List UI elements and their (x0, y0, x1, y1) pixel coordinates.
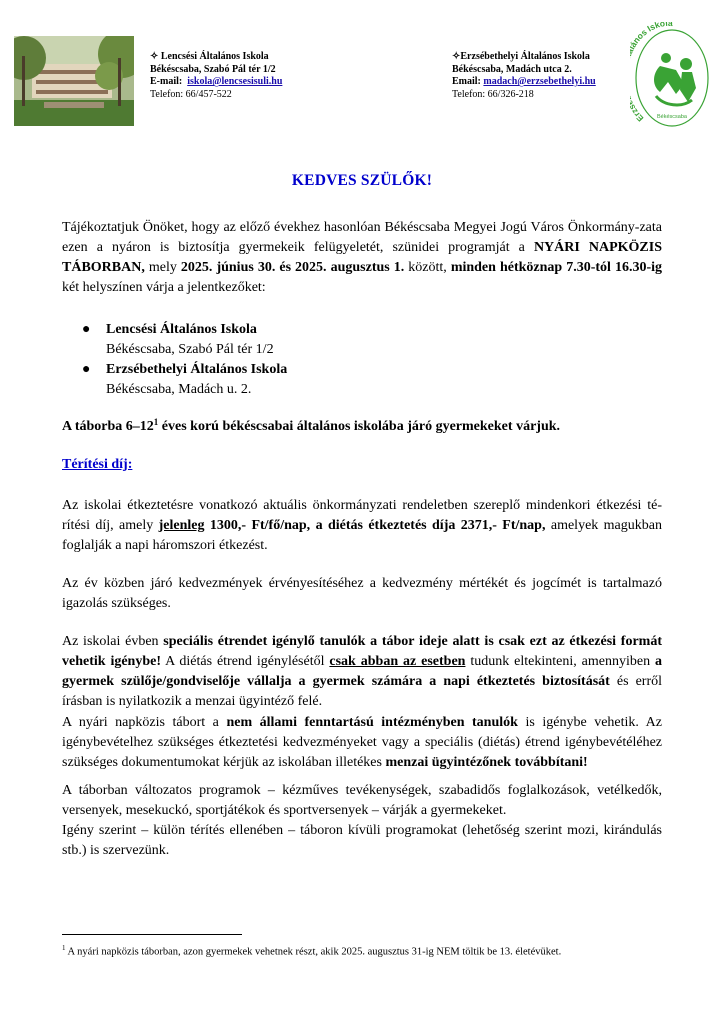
diet-paragraph (62, 632, 662, 712)
location-address: Békéscsaba, Szabó Pál tér 1/2 (106, 342, 274, 357)
intro-hours: minden hétköznap 7.30-tól 16.30-ig (450, 260, 663, 275)
nonstate-paragraph (62, 713, 662, 773)
school2-name: Erzsébethelyi Általános Iskola (460, 51, 590, 62)
location-address: Békéscsaba, Madách u. 2. (106, 382, 252, 397)
school2-name-line (452, 51, 596, 64)
diet-text-4: és erről írásban is nyilatkozik a menzai ügyintéző felé. (62, 674, 662, 709)
fee-amounts: 1300,- Ft/fő/nap, a diétás étkeztetés díja 2371,- Ft/nap, (204, 518, 546, 533)
school1-address: Békéscsaba, Szabó Pál tér 1/2 (150, 63, 276, 75)
fee-currently: jelenleg (158, 518, 205, 533)
bullet-icon: ● (82, 322, 91, 337)
school1-name-line (150, 51, 282, 64)
age-paragraph (62, 417, 662, 437)
location-name: Lencsési Általános Iskola (106, 322, 257, 337)
school-photo (14, 36, 134, 126)
footnote-text: A nyári napközis táborban, azon gyermekek vehetnek részt, akik 2025. augusztus 31-ig NEM töltik be 13. életévüket. (65, 946, 562, 958)
school1-email-link[interactable]: iskola@lencsesisuli.hu (187, 76, 283, 88)
programs-text-2: Igény szerint – külön térítés ellenében – táboron kívüli programokat (lehetőség szerint mozi, kirándulás stb.) is szervezünk. (62, 823, 662, 858)
star-icon: ✧ (150, 51, 161, 62)
programs-paragraph (62, 781, 662, 861)
intro-text-2: mely (144, 260, 181, 275)
star-icon: ✧ (452, 51, 461, 62)
footnote (62, 942, 682, 959)
age-text-2: éves korú békéscsabai általános iskolába járó gyermekeket várjuk. (158, 419, 561, 434)
school1-phone: Telefon: 66/457-522 (150, 88, 232, 100)
diet-text-3: tudunk eltekinteni, amennyiben (465, 654, 655, 669)
footnote-number: 1 (62, 944, 66, 952)
intro-paragraph (62, 218, 662, 298)
school2-email-link[interactable]: madach@erzsebethelyi.hu (483, 76, 596, 88)
intro-text-1: Tájékoztatjuk Önöket, hogy az előző évekhez hasonlóan Békéscsaba Megyei Jogú Város Önkormány-zata ezen a nyáron is biztosítja gyermekeik felügyeletét, szünidei programját a (62, 220, 662, 255)
age-text-1: A táborba 6–12 (62, 419, 154, 434)
diet-only-if: csak abban az esetben (329, 654, 466, 669)
bullet-icon: ● (82, 362, 91, 377)
page-title: KEDVES SZÜLŐK! (291, 172, 433, 189)
location-item-1 (82, 320, 274, 360)
school1-contact (150, 51, 282, 101)
diet-text-1: Az iskolai évben (62, 634, 164, 649)
logo-city: Békéscsaba (657, 114, 687, 120)
school2-email-label: Email: (452, 76, 481, 88)
intro-camp-name: NYÁRI NAPKÖZIS TÁBORBAN, (62, 240, 663, 275)
diet-text-2: A diétás étrend igénylésétől (161, 654, 330, 669)
nonstate-text-1: A nyári napközis tábort a (62, 715, 227, 730)
location-name: Erzsébethelyi Általános Iskola (106, 362, 288, 377)
footnote-divider (62, 934, 242, 935)
fee-paragraph (62, 496, 662, 556)
intro-text-3: között, (404, 260, 451, 275)
footnote-ref: 1 (153, 417, 159, 427)
diet-bold-1: speciális étrendet igénylő tanulók a tábor ideje alatt is csak ezt az étkezési formát vehetik igénybe! (62, 634, 662, 669)
nonstate-bold-1: nem állami fenntartású intézményben tanulók (226, 715, 518, 730)
nonstate-text-2: is igénybe vehetik. Az igénybevételhez szükséges étkeztetési kedvezményeket vagy a speciális (diétás) étrend igénybevétéléhez szükséges dokumentumokat kérjük az iskolában illetékes (62, 715, 663, 770)
discount-paragraph: Az év közben járó kedvezmények érvényesítéséhez a kedvezmény mértékét és jogcímét is tartalmazó igazolás szükséges. (62, 576, 662, 611)
fee-text-2: amelyek magukban foglalják a napi háromszori étkezést. (62, 518, 662, 553)
location-item-2 (82, 360, 288, 400)
school2-contact (452, 51, 596, 101)
school1-email-label: E-mail: (150, 76, 183, 88)
school2-phone: Telefon: 66/326-218 (452, 88, 534, 100)
fee-heading: Térítési díj: (62, 457, 133, 472)
nonstate-bold-2: menzai ügyintézőnek továbbítani! (385, 755, 588, 770)
school-logo (630, 22, 710, 130)
school1-name: Lencsési Általános Iskola (160, 51, 269, 62)
intro-text-4: két helyszínen várja a jelentkezőket: (62, 280, 266, 295)
programs-text-1: A táborban változatos programok – kézműves tevékenységek, szabadidős foglalkozások, vetélkedők, versenyek, mesekuckó, sportjátékok és sportversenyek – várják a gyermekeket. (62, 783, 662, 818)
intro-dates: 2025. június 30. és 2025. augusztus 1. (180, 260, 405, 275)
logo-arc-text: Erz nos Iskola (630, 22, 673, 124)
school2-address: Békéscsaba, Madách utca 2. (452, 63, 572, 75)
diet-bold-2: a gyermek szülője/gondviselője vállalja a gyermek számára a napi étkeztetés biztosítását (62, 654, 662, 689)
fee-text-1: Az iskolai étkeztetésre vonatkozó aktuális önkormányzati rendeletben szereplő mindenkori étkezési térítési díj, amely (62, 498, 662, 533)
